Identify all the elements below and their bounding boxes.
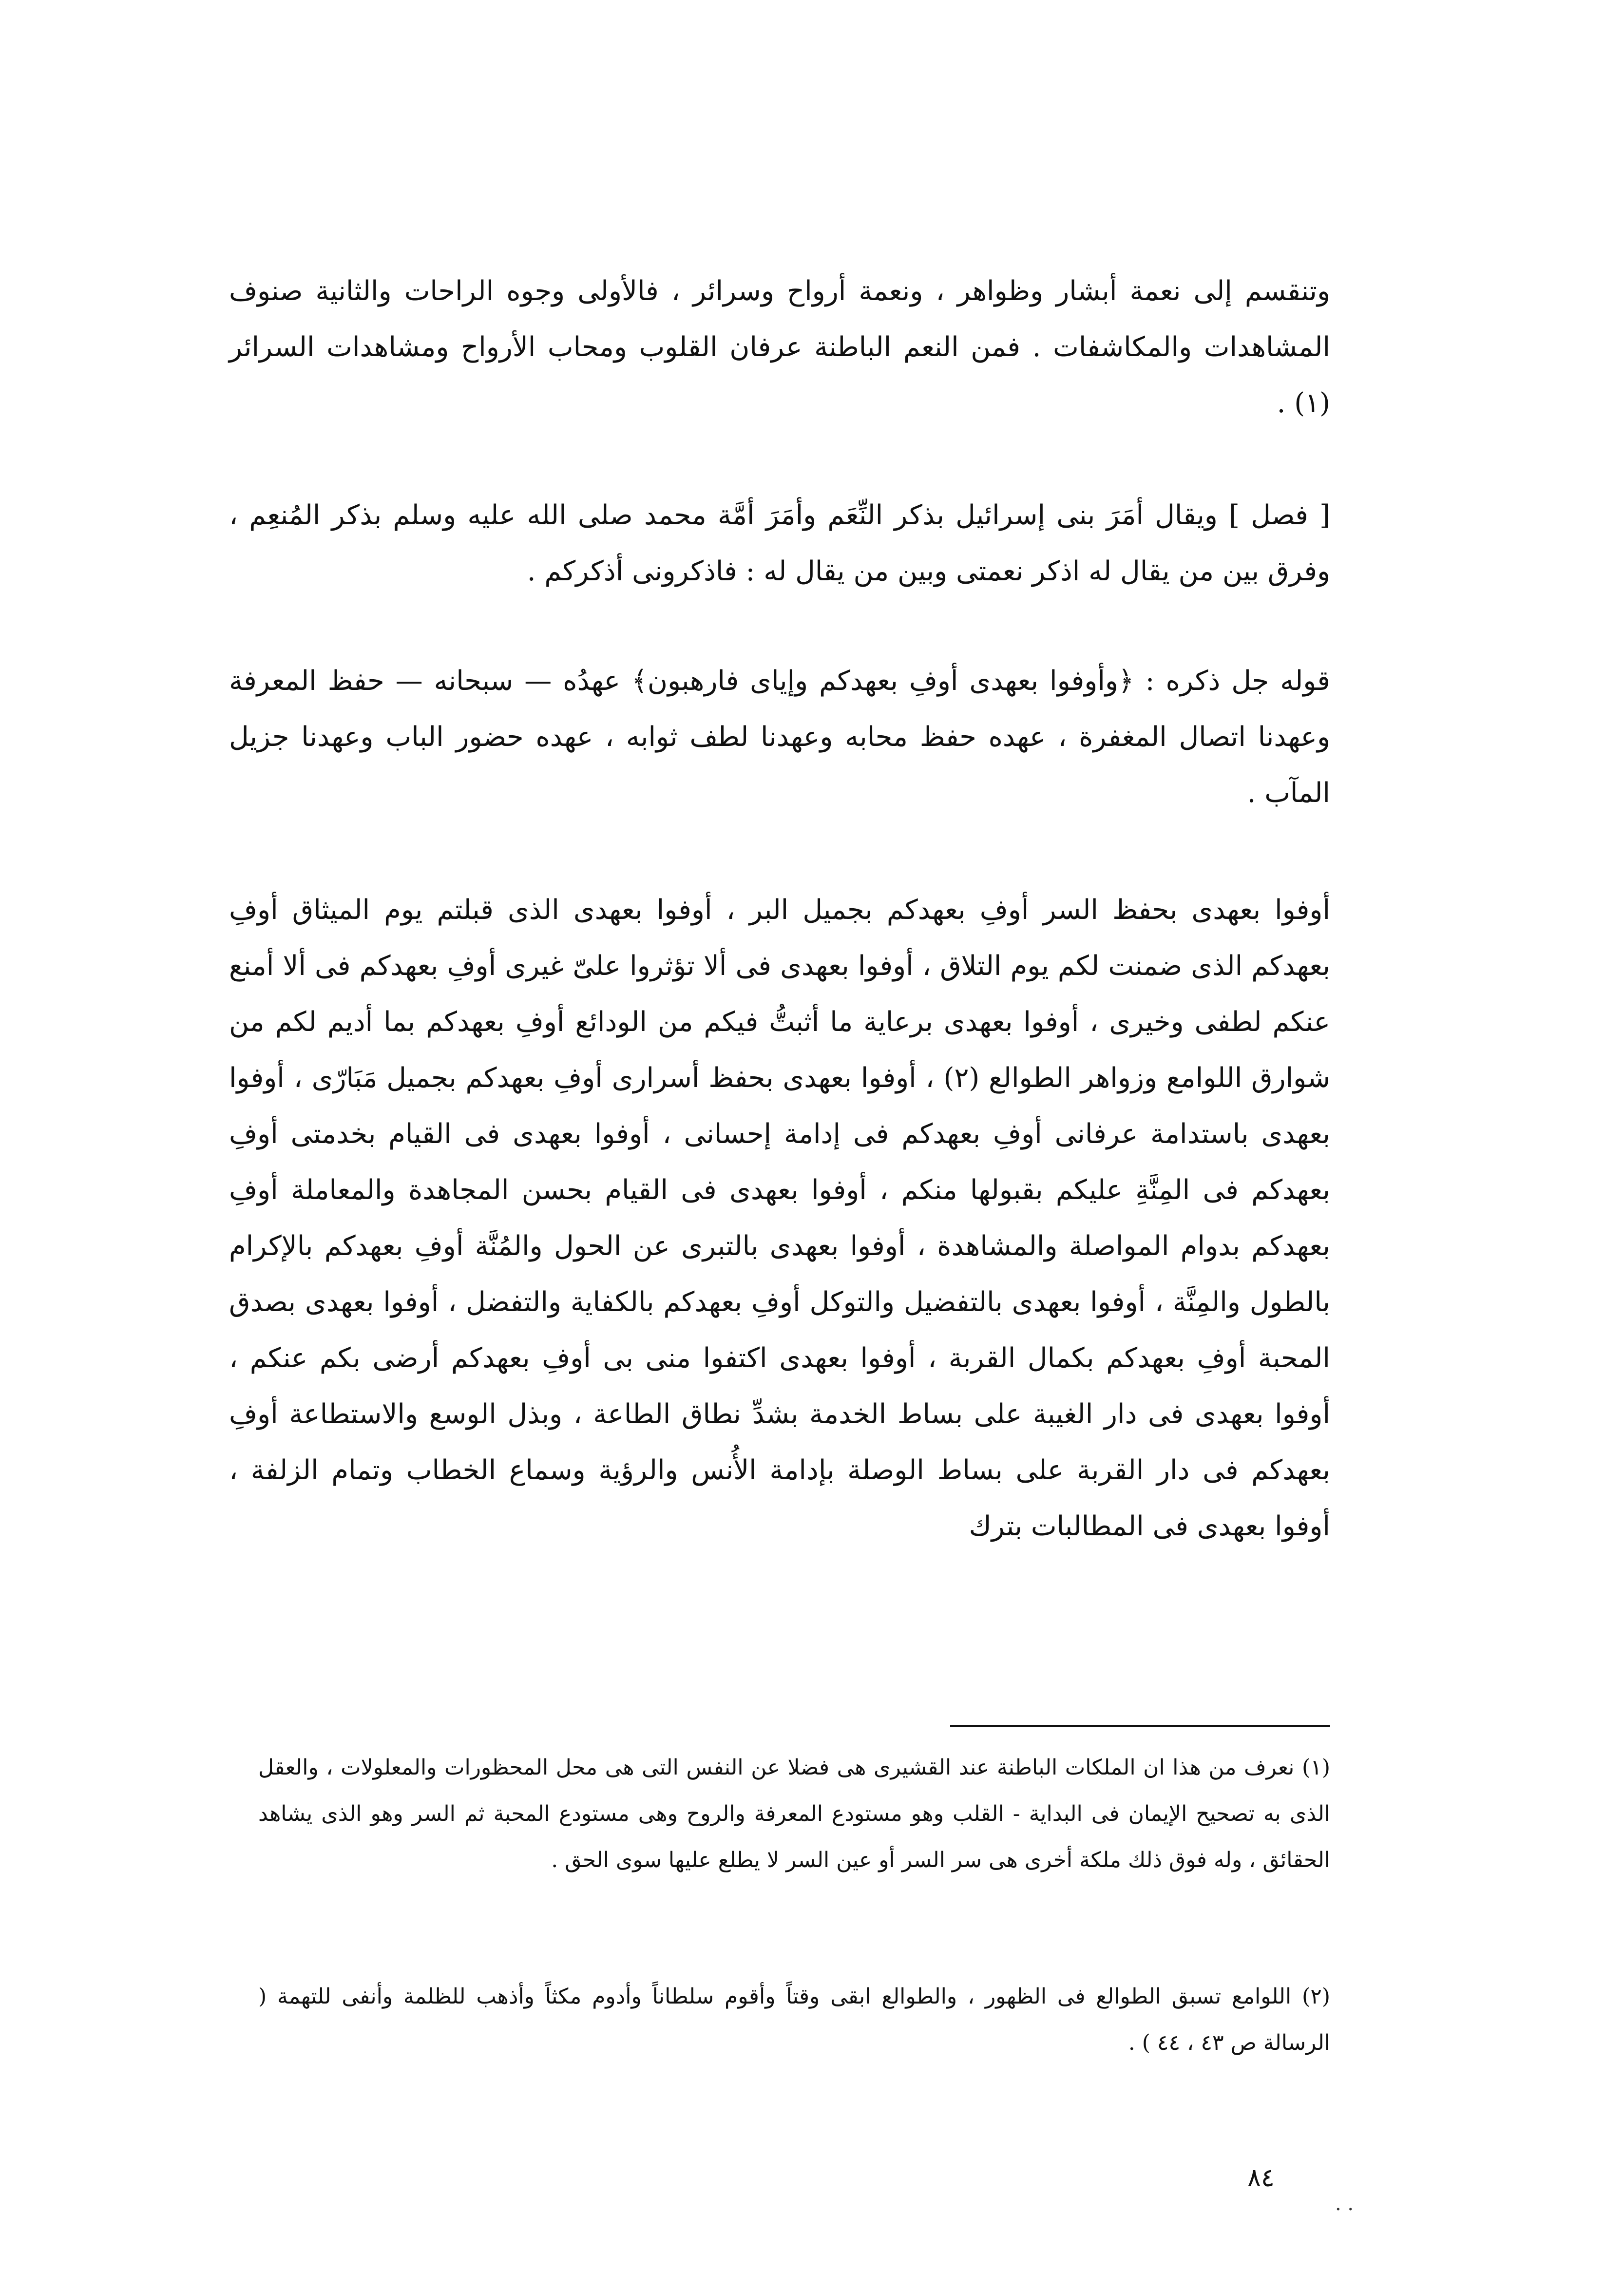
paragraph-2: [ فصل ] ويقال أمَرَ بنى إسرائيل بذكر النِّعَم وأمَرَ أمَّة محمد صلى الله عليه وسلم بذكر المُنعِم ، وفرق بين من يقال له اذكر نعمتى وبين من يقال له : فاذكرونى أذكركم . bbox=[229, 499, 1330, 587]
footnote-2: (٢) اللوامع تسبق الطوالع فى الظهور ، والطوالع ابقى وقتاً وأقوم سلطاناً وأدوم مكثاً وأذهب للظلمة وأنفى للتهمة ( الرسالة ص ٤٣ ، ٤٤ ) . bbox=[258, 1984, 1330, 2055]
footnote-divider bbox=[950, 1725, 1330, 1727]
footnote-1: (١) نعرف من هذا ان الملكات الباطنة عند القشيرى هى فضلا عن النفس التى هى محل المحظورات والمعلولات ، والعقل الذى به تصحيح الإيمان فى البداية - القلب وهو مستودع المعرفة والروح وهى مستودع المحبة ثم السر وهو الذى يشاهد الحقائق ، وله فوق ذلك ملكة أخرى هى سر السر أو عين السر لا يطلع عليها سوى الحق . bbox=[258, 1755, 1330, 1872]
paragraph-3: قوله جل ذكره : ﴿وأوفوا بعهدى أوفِ بعهدكم وإياى فارهبون﴾ عهدُه — سبحانه — حفظ المعرفة وعهدنا اتصال المغفرة ، عهده حفظ محابه وعهدنا لطف ثوابه ، عهده حضور الباب وعهدنا جزيل المآب . bbox=[229, 665, 1330, 809]
paragraph-4: أوفوا بعهدى بحفظ السر أوفِ بعهدكم بجميل البر ، أوفوا بعهدى الذى قبلتم يوم الميثاق أوفِ بعهدكم الذى ضمنت لكم يوم التلاق ، أوفوا بعهدى فى ألا تؤثروا علىّ غيرى أوفِ بعهدكم فى ألا أمنع عنكم لطفى وخيرى ، أوفوا بعهدى برعاية ما أثبتُّ فيكم من الودائع أوفِ بعهدكم بما أديم لكم من شوارق اللوامع وزواهر الطوالع (٢) ، أوفوا بعهدى بحفظ أسرارى أوفِ بعهدكم بجميل مَبَارّى ، أوفوا بعهدى باستدامة عرفانى أوفِ بعهدكم فى إدامة إحسانى ، أوفوا بعهدى فى القيام بخدمتى أوفِ بعهدكم فى المِنَّةِ عليكم بقبولها منكم ، أوفوا بعهدى فى القيام بحسن المجاهدة والمعاملة أوفِ بعهدكم بدوام المواصلة والمشاهدة ، أوفوا بعهدى بالتبرى عن الحول والمُنَّة أوفِ بعهدكم بالإكرام بالطول والمِنَّة ، أوفوا بعهدى بالتفضيل والتوكل أوفِ بعهدكم بالكفاية والتفضل ، أوفوا بعهدى بصدق المحبة أوفِ بعهدكم بكمال القربة ، أوفوا بعهدى اكتفوا منى بى أوفِ بعهدكم أرضى بكم عنكم ، أوفوا بعهدى فى دار الغيبة على بساط الخدمة بشدِّ نطاق الطاعة ، وبذل الوسع والاستطاعة أوفِ بعهدكم فى دار القربة على بساط الوصلة بإدامة الأُنس والرؤية وسماع الخطاب وتمام الزلفة ، أوفوا بعهدى فى المطالبات بترك bbox=[229, 894, 1331, 1542]
scan-mark: . . bbox=[1335, 2193, 1354, 2215]
paragraph-1: وتنقسم إلى نعمة أبشار وظواهر ، ونعمة أرواح وسرائر ، فالأولى وجوه الراحات والثانية صنوف المشاهدات والمكاشفات . فمن النعم الباطنة عرفان القلوب ومحاب الأرواح ومشاهدات السرائر (١) . bbox=[229, 275, 1331, 419]
page-number: ٨٤ bbox=[1247, 2163, 1275, 2193]
